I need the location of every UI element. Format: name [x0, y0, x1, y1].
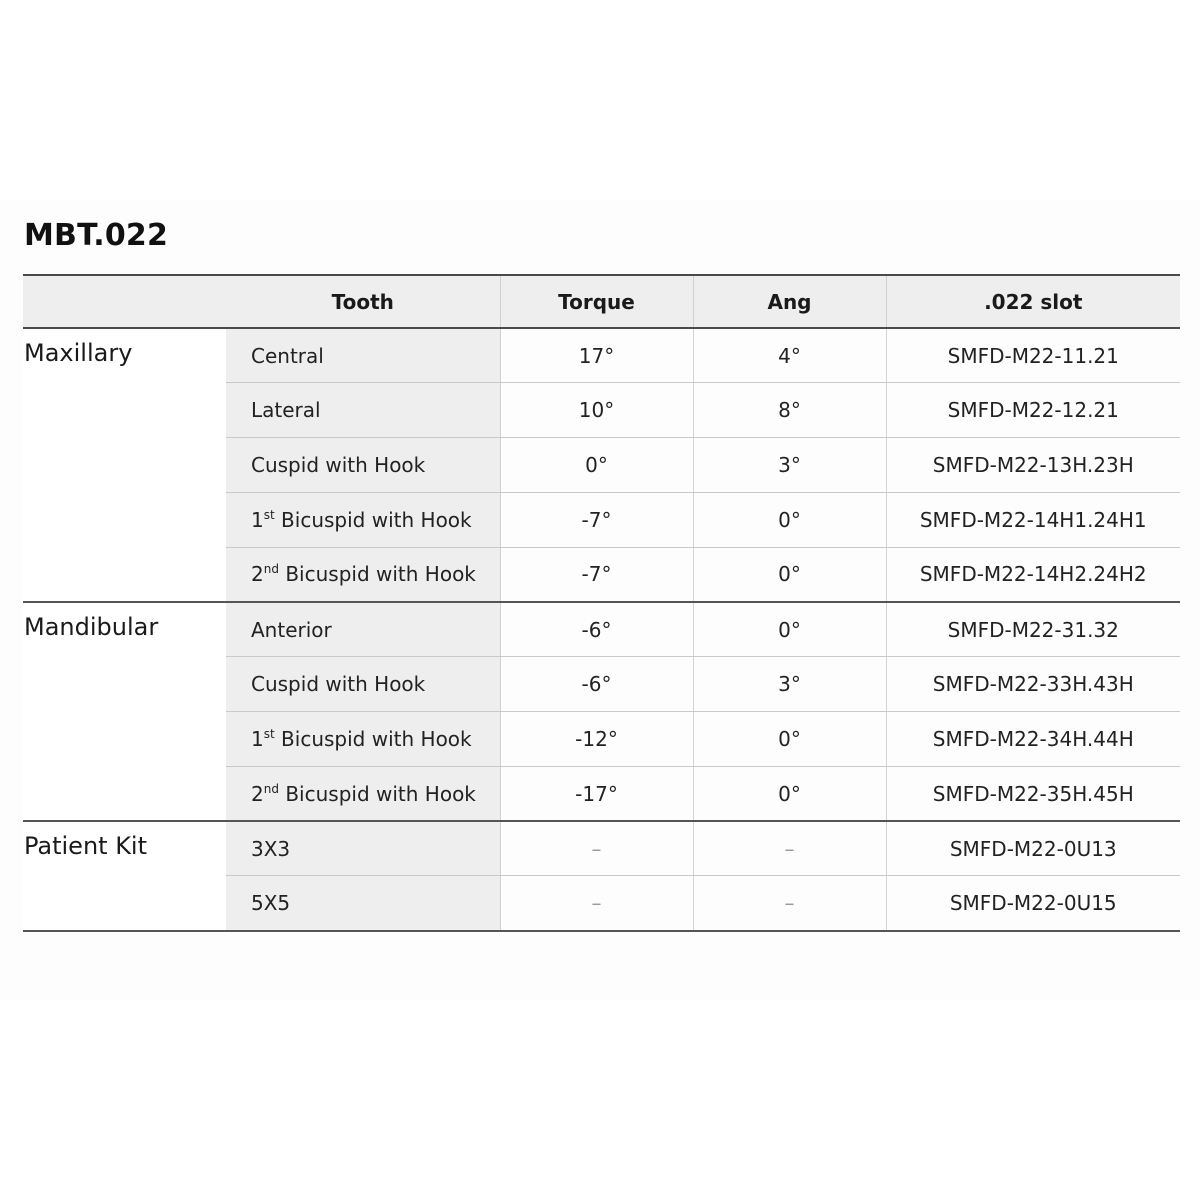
torque-cell: -12° — [500, 712, 693, 767]
torque-cell: 10° — [500, 383, 693, 438]
ang-cell: 0° — [693, 766, 886, 821]
slot-code-cell: SMFD-M22-14H1.24H1 — [886, 492, 1180, 547]
torque-cell: -7° — [500, 492, 693, 547]
page-title: MBT.022 — [24, 218, 169, 253]
tooth-cell — [226, 821, 500, 876]
torque-cell: -17° — [500, 766, 693, 821]
group-label: Maxillary — [23, 328, 226, 602]
slot-code-cell: SMFD-M22-34H.44H — [886, 712, 1180, 767]
group-label: Mandibular — [23, 602, 226, 821]
torque-cell: – — [500, 821, 693, 876]
tooth-ordinal: 2 — [251, 562, 264, 587]
tooth-name: 3X3 — [251, 836, 291, 861]
tooth-ordinal: 1 — [251, 726, 264, 751]
slot-code-cell: SMFD-M22-14H2.24H2 — [886, 547, 1180, 602]
tooth-cell — [226, 712, 500, 767]
ang-cell: 3° — [693, 438, 886, 493]
tooth-cell — [226, 383, 500, 438]
table-header-row — [23, 275, 1180, 328]
slot-code-cell: SMFD-M22-0U15 — [886, 876, 1180, 931]
tooth-cell — [226, 492, 500, 547]
tooth-ordinal: 2 — [251, 781, 264, 806]
tooth-name: Central — [251, 343, 324, 368]
torque-cell: -6° — [500, 657, 693, 712]
tooth-cell — [226, 328, 500, 383]
slot-code-cell: SMFD-M22-0U13 — [886, 821, 1180, 876]
ang-cell: 8° — [693, 383, 886, 438]
ang-cell: 0° — [693, 712, 886, 767]
tooth-ordinal-suffix: nd — [263, 562, 279, 577]
tooth-name: Bicuspid with Hook — [274, 507, 472, 532]
ang-cell: 3° — [693, 657, 886, 712]
table-body — [23, 328, 1180, 931]
tooth-name: Lateral — [251, 398, 321, 423]
slot-code-cell: SMFD-M22-12.21 — [886, 383, 1180, 438]
tooth-name: Cuspid with Hook — [251, 672, 426, 697]
header-torque: Torque — [500, 275, 693, 328]
table-row — [23, 328, 1180, 383]
tooth-ordinal-suffix: nd — [263, 781, 279, 796]
tooth-cell — [226, 438, 500, 493]
tooth-ordinal-suffix: st — [263, 726, 275, 741]
header-group — [23, 275, 226, 328]
table-row — [23, 602, 1180, 657]
header-slot: .022 slot — [886, 275, 1180, 328]
slot-code-cell: SMFD-M22-35H.45H — [886, 766, 1180, 821]
ang-cell: – — [693, 821, 886, 876]
tooth-cell — [226, 766, 500, 821]
header-tooth: Tooth — [226, 275, 500, 328]
ang-cell: 0° — [693, 602, 886, 657]
torque-cell: 0° — [500, 438, 693, 493]
bracket-table — [23, 274, 1180, 932]
ang-cell: – — [693, 876, 886, 931]
tooth-cell — [226, 547, 500, 602]
header-ang: Ang — [693, 275, 886, 328]
tooth-name: Anterior — [251, 617, 332, 642]
tooth-name: 5X5 — [251, 891, 291, 916]
tooth-cell — [226, 876, 500, 931]
torque-cell: 17° — [500, 328, 693, 383]
tooth-cell — [226, 657, 500, 712]
torque-cell: -6° — [500, 602, 693, 657]
slot-code-cell: SMFD-M22-11.21 — [886, 328, 1180, 383]
table-row — [23, 821, 1180, 876]
ang-cell: 4° — [693, 328, 886, 383]
torque-cell: -7° — [500, 547, 693, 602]
torque-cell: – — [500, 876, 693, 931]
slot-code-cell: SMFD-M22-33H.43H — [886, 657, 1180, 712]
tooth-name: Bicuspid with Hook — [274, 726, 472, 751]
tooth-name: Bicuspid with Hook — [278, 781, 476, 806]
ang-cell: 0° — [693, 492, 886, 547]
tooth-name: Bicuspid with Hook — [278, 562, 476, 587]
tooth-ordinal-suffix: st — [263, 507, 275, 522]
group-label: Patient Kit — [23, 821, 226, 931]
slot-code-cell: SMFD-M22-31.32 — [886, 602, 1180, 657]
tooth-name: Cuspid with Hook — [251, 452, 426, 477]
tooth-ordinal: 1 — [251, 507, 264, 532]
tooth-cell — [226, 602, 500, 657]
slot-code-cell: SMFD-M22-13H.23H — [886, 438, 1180, 493]
ang-cell: 0° — [693, 547, 886, 602]
